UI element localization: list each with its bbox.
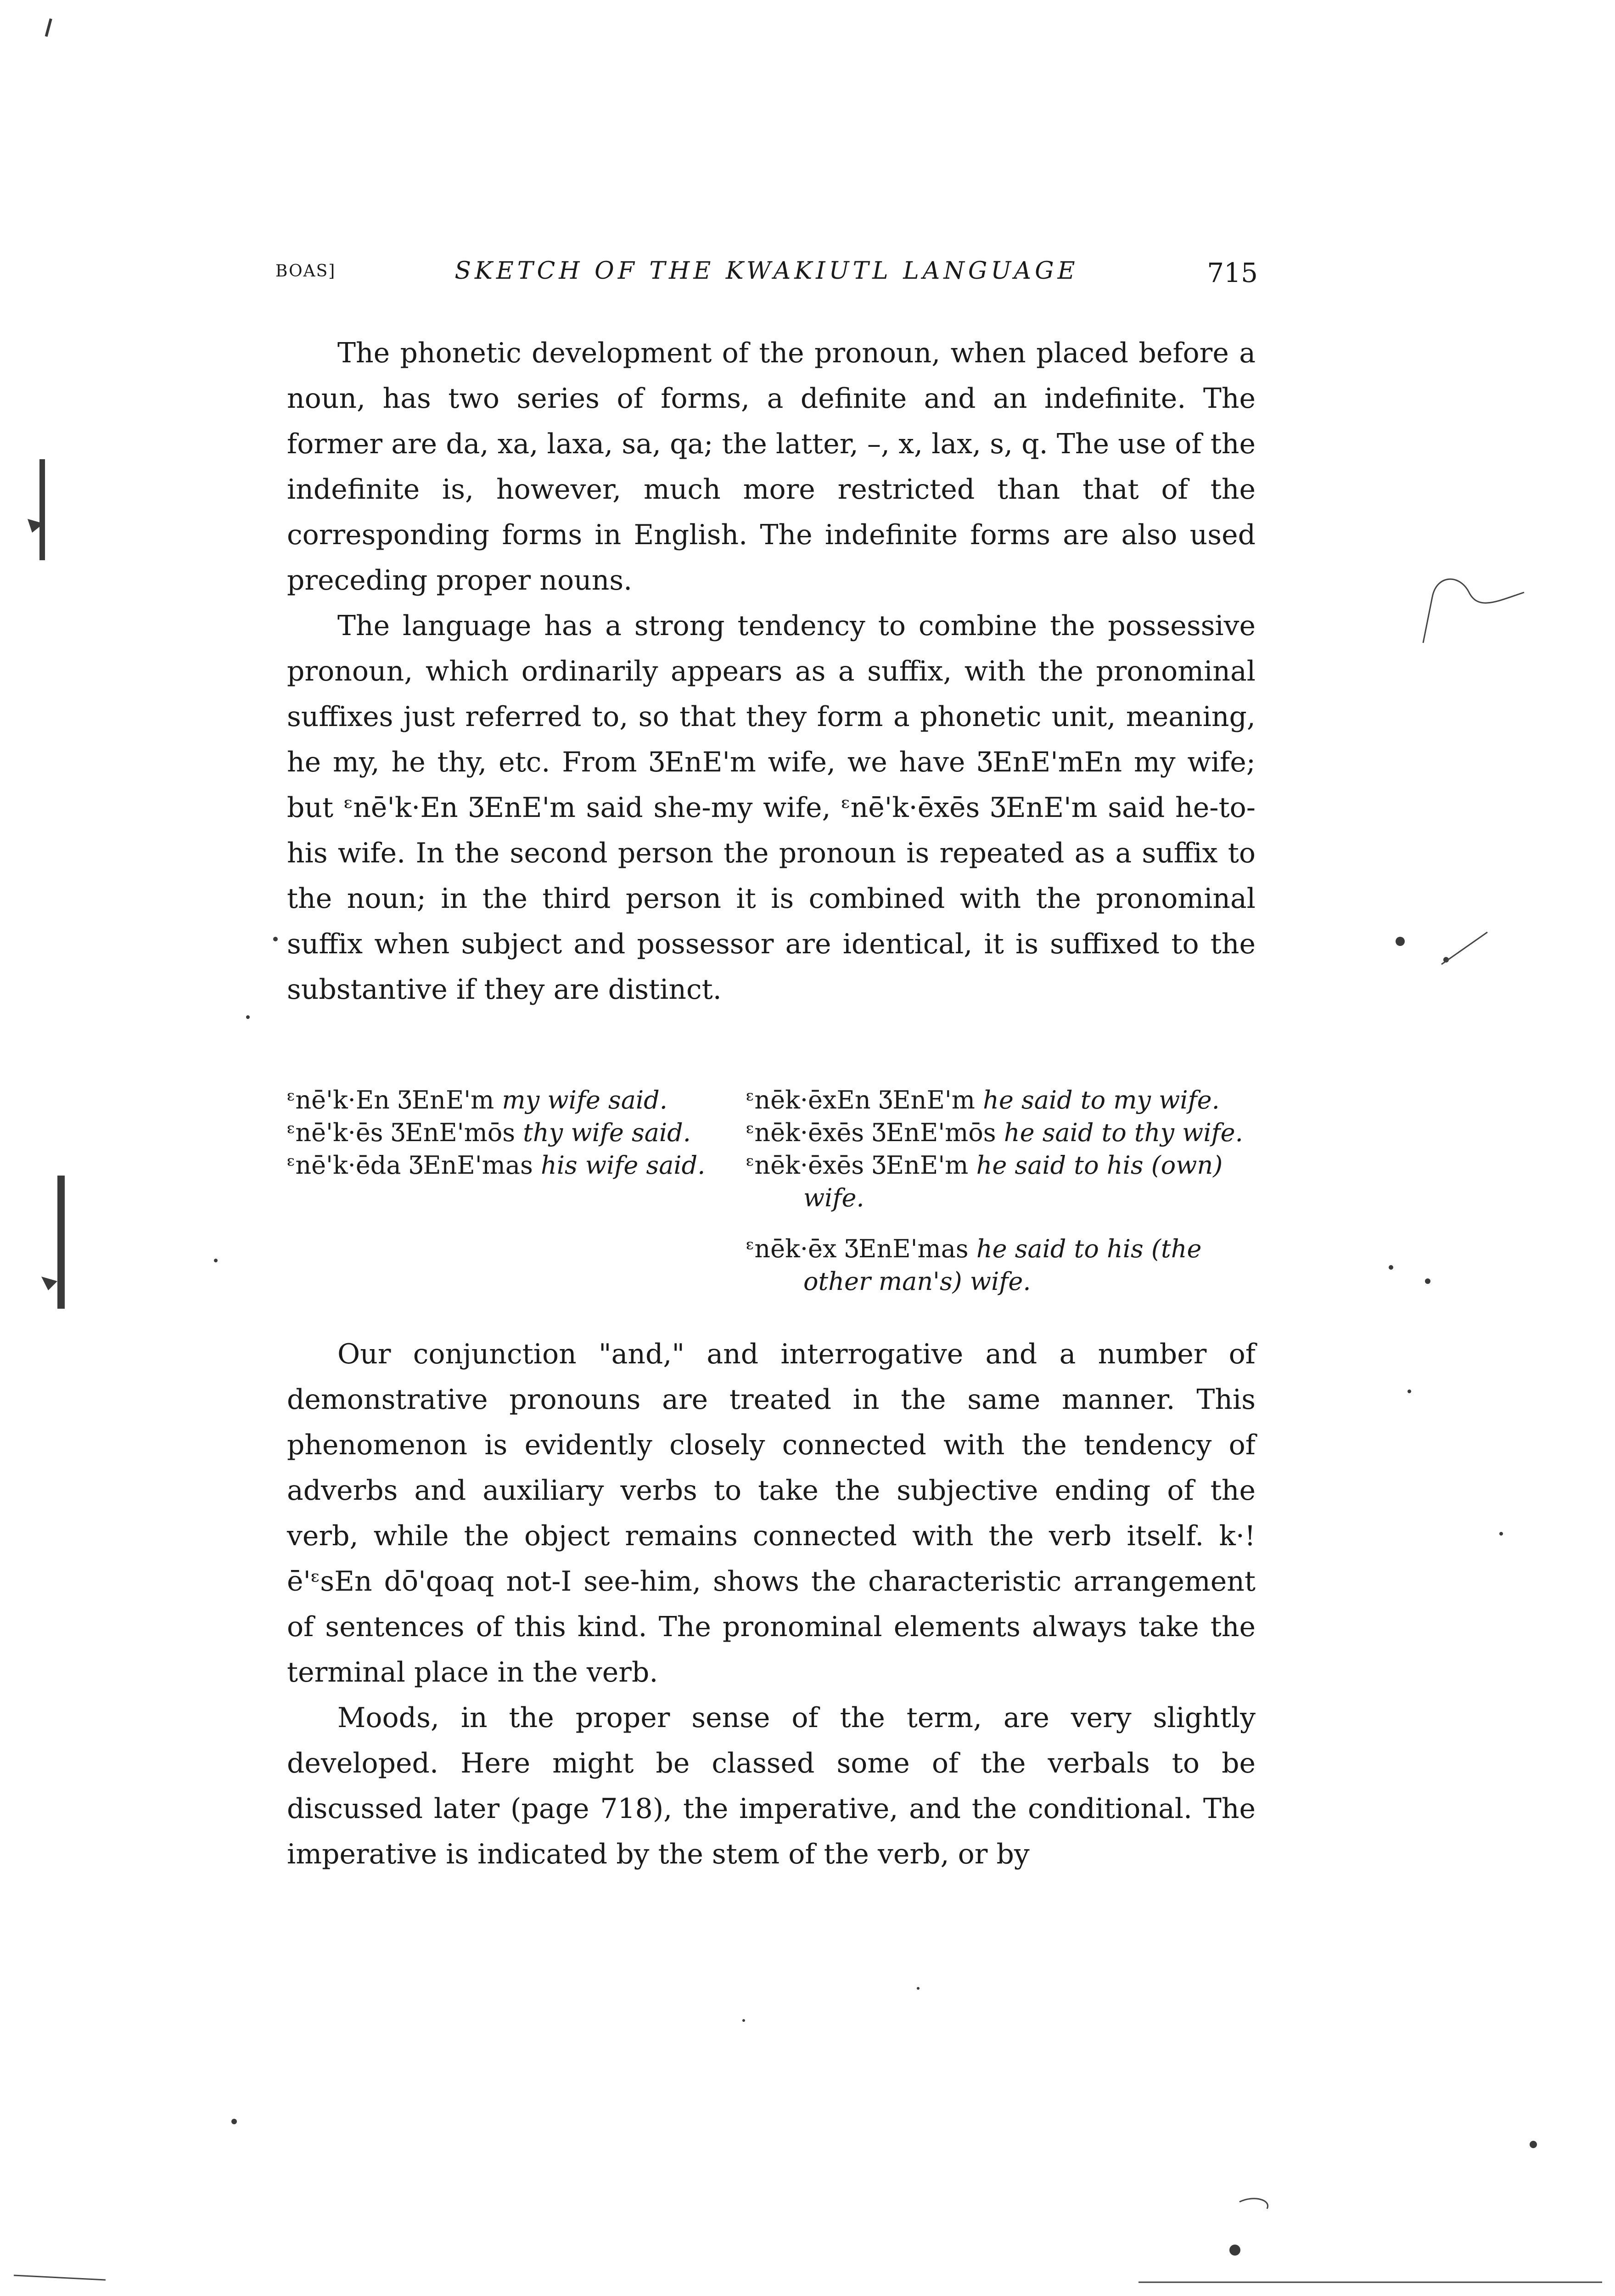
body-text-upper xyxy=(287,331,1256,1013)
gloss-continuation: other man's) wife. xyxy=(803,1267,1031,1296)
native-form: ᵋnē'k·En ƷEnE'm xyxy=(287,1086,494,1114)
english-gloss: he said to my wife. xyxy=(983,1086,1220,1114)
paradigm-line xyxy=(746,1149,1256,1182)
paradigm-line xyxy=(287,1116,746,1149)
gloss-continuation: wife. xyxy=(803,1183,864,1212)
paradigm-line xyxy=(287,1084,746,1116)
spacer xyxy=(746,1214,1256,1232)
native-form: ᵋnē'k·ēs ƷEnE'mōs xyxy=(287,1118,516,1147)
native-form: ᵋnēk·ēxēs ƷEnE'm xyxy=(746,1151,969,1180)
paragraph: The phonetic development of the pronoun, when placed before a noun, has two series of forms, a definite and an indefinite. The former are da, xa, laxa, sa, qa; the latter, –, x, lax, s, q. The use of the indefinite is, however, much more restricted than that of the corresponding forms in English. The indefinite forms are also used preceding proper nouns. xyxy=(287,337,1256,597)
paradigm-right-column xyxy=(746,1084,1256,1298)
page-number: 715 xyxy=(1207,257,1258,288)
running-title: SKETCH OF THE KWAKIUTL LANGUAGE xyxy=(454,257,1079,285)
paradigm-line xyxy=(287,1149,746,1182)
native-form: ᵋnēk·ēxEn ƷEnE'm xyxy=(746,1086,975,1114)
running-head xyxy=(275,257,1258,294)
paragraph: Moods, in the proper sense of the term, are very slightly developed. Here might be classed some of the verbals to be discussed later (page 718), the imperative, and the conditional. The imperative is indicated by the stem of the verb, or by xyxy=(287,1702,1256,1870)
body-text-lower xyxy=(287,1332,1256,1877)
english-gloss: he said to his (own) xyxy=(976,1151,1223,1180)
author-name: BOAS] xyxy=(275,262,336,281)
english-gloss: he said to thy wife. xyxy=(1004,1118,1243,1147)
paradigm-line xyxy=(746,1084,1256,1116)
paragraph: The language has a strong tendency to combine the possessive pronoun, which ordinarily appears as a suffix, with the pronominal suffixes just referred to, so that they form a phonetic unit, meaning, he my, he thy, etc. From ƷEnE'm wife, we have ƷEnE'mEn my wife; but ᵋnē'k·En ƷEnE'm said she-my wife, ᵋnē'k·ēxēs ƷEnE'm said he-to-his wife. In the second person the pronoun is repeated as a suffix to the noun; in the third person it is combined with the pronominal suffix when subject and possessor are identical, it is suffixed to the substantive if they are distinct. xyxy=(287,610,1256,1006)
native-form: ᵋnēk·ēx ƷEnE'mas xyxy=(746,1234,969,1263)
english-gloss: he said to his (the xyxy=(976,1234,1202,1263)
native-form: ᵋnē'k·ēda ƷEnE'mas xyxy=(287,1151,533,1180)
english-gloss: thy wife said. xyxy=(523,1118,691,1147)
paradigm-line xyxy=(746,1116,1256,1149)
english-gloss: his wife said. xyxy=(540,1151,706,1180)
paragraph: Our conjunction "and," and interrogative and a number of demonstrative pronouns are treated in the same manner. This phenomenon is evidently closely connected with the tendency of adverbs and auxiliary verbs to take the subjective ending of the verb, while the object remains connected with the verb itself. k·!ē'ᵋsEn dō'qoaq not-I see-him, shows the characteristic arrangement of sentences of this kind. The pronominal elements always take the terminal place in the verb. xyxy=(287,1338,1256,1688)
paradigm-left-column xyxy=(287,1084,746,1182)
english-gloss: my wife said. xyxy=(502,1086,667,1114)
paradigm-line xyxy=(746,1232,1256,1265)
native-form: ᵋnēk·ēxēs ƷEnE'mōs xyxy=(746,1118,996,1147)
